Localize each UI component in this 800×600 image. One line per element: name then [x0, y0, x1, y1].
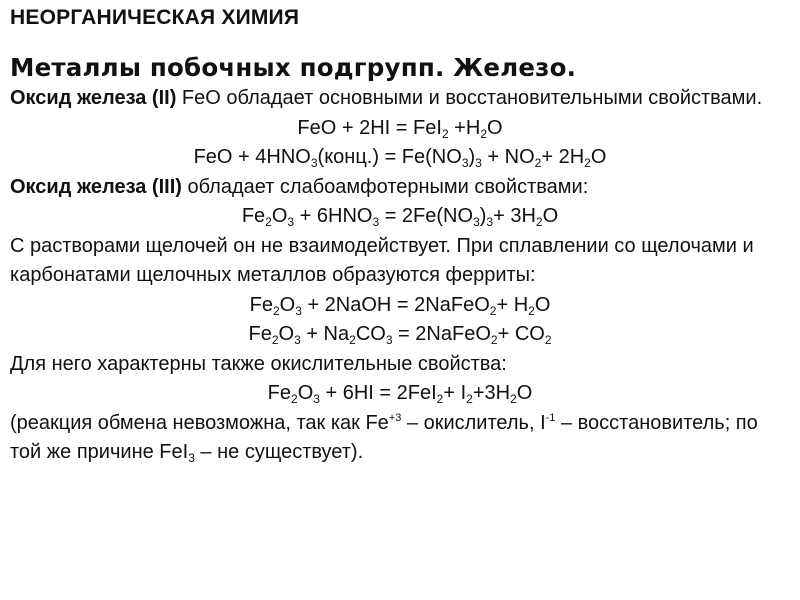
eq-subscript: 3 [295, 303, 302, 318]
eq-text: CO [355, 323, 386, 345]
eq-subscript: 2 [490, 333, 498, 347]
eq-subscript: 3 [294, 333, 301, 347]
eq-text: +3H [472, 382, 511, 404]
note-superscript: -1 [545, 411, 556, 424]
eq-text: Fe [267, 382, 291, 404]
eq-subscript: 2 [489, 303, 497, 318]
paragraph-note [10, 409, 790, 468]
paragraph-oxidizing: Для него характерны также окислительные свойства: [10, 352, 507, 375]
eq-subscript: 2 [272, 303, 280, 318]
eq-text: + NO [481, 146, 535, 168]
note-subscript: 3 [188, 451, 195, 465]
equation-1 [10, 114, 790, 144]
eq-text: O [297, 382, 314, 404]
slide-title: Металлы побочных подгрупп. Железо. [10, 53, 577, 82]
eq-subscript: 2 [349, 333, 356, 347]
eq-text: O [534, 293, 551, 316]
equation-5 [10, 320, 790, 350]
eq-text: = 2NaFeO [392, 323, 491, 345]
paragraph-alkali: С растворами щелочей он не взаимодействует. При сплавлении со щелочами и карбонатами щелочных металлов образуются ферриты: [10, 234, 754, 286]
equation-6 [10, 379, 790, 409]
eq-text: ) [479, 205, 487, 227]
eq-text: (конц.) = Fe(NO [317, 146, 462, 168]
eq-text: O [590, 146, 607, 168]
term-iron-oxide-ii: Оксид железа (II) [10, 87, 177, 109]
eq-subscript: 3 [385, 333, 393, 347]
eq-text: Fe [241, 205, 266, 227]
eq-text: +H [448, 116, 481, 139]
eq-text: + 2H [541, 146, 585, 168]
paragraph-text: FeO обладает основными и восстановительными свойствами. [176, 87, 763, 109]
note-text: – восстановитель; по той же причине FeI [10, 411, 758, 463]
eq-subscript: 3 [473, 215, 480, 229]
eq-subscript: 3 [475, 156, 482, 170]
eq-subscript: 2 [534, 156, 542, 170]
eq-subscript: 3 [486, 215, 494, 229]
eq-subscript: 3 [310, 156, 318, 170]
equation-2 [10, 143, 790, 173]
eq-subscript: 3 [313, 392, 320, 406]
eq-subscript: 3 [372, 215, 380, 229]
eq-text: FeO + 4HNO [193, 146, 311, 168]
term-iron-oxide-iii: Оксид железа (III) [10, 175, 182, 198]
eq-subscript: 3 [287, 215, 295, 229]
eq-text: + CO [497, 323, 545, 345]
eq-subscript: 2 [544, 333, 552, 347]
note-text: – окислитель, I [401, 411, 546, 434]
slide-content [10, 84, 790, 468]
note-text: – не существует). [194, 441, 364, 463]
eq-text: + 6HNO [294, 205, 373, 227]
eq-text: + 6HI = 2FeI [319, 382, 437, 404]
eq-text: O [271, 205, 288, 227]
eq-text: + 2NaOH = 2NaFeO [301, 293, 490, 316]
eq-subscript: 2 [436, 392, 444, 406]
eq-subscript: 2 [510, 392, 517, 406]
eq-subscript: 2 [265, 215, 272, 229]
eq-text: O [487, 116, 503, 139]
eq-subscript: 2 [441, 126, 449, 141]
eq-text: FeO + 2HI = FeI [297, 116, 442, 139]
eq-text: + H [496, 293, 529, 316]
eq-text: + I [443, 382, 467, 404]
eq-subscript: 2 [480, 126, 487, 141]
eq-subscript: 2 [466, 392, 473, 406]
slide-header: НЕОРГАНИЧЕСКАЯ ХИМИЯ [10, 6, 300, 29]
eq-text: Fe [248, 323, 272, 345]
eq-subscript: 3 [461, 156, 469, 170]
eq-text: O [279, 293, 296, 316]
equation-4 [10, 291, 790, 321]
eq-text: Fe [249, 293, 273, 316]
eq-text: + 3H [493, 205, 536, 227]
eq-text: ) [468, 146, 476, 168]
eq-text: O [542, 205, 559, 227]
eq-subscript: 2 [584, 156, 591, 170]
eq-subscript: 2 [291, 392, 298, 406]
paragraph-text: обладает слабоамфотерными свойствами: [181, 175, 589, 198]
paragraph-iron-oxide-ii [10, 84, 790, 114]
eq-text: + Na [300, 323, 350, 345]
eq-text: O [516, 382, 533, 404]
note-text: (реакция обмена невозможна, так как Fe [10, 411, 389, 434]
eq-subscript: 2 [271, 333, 279, 347]
eq-subscript: 2 [528, 303, 535, 318]
eq-text: = 2Fe(NO [379, 205, 474, 227]
equation-3 [10, 202, 790, 232]
eq-subscript: 2 [535, 215, 543, 229]
eq-text: O [278, 323, 295, 345]
note-superscript: +3 [388, 411, 402, 424]
paragraph-iron-oxide-iii [10, 173, 790, 203]
